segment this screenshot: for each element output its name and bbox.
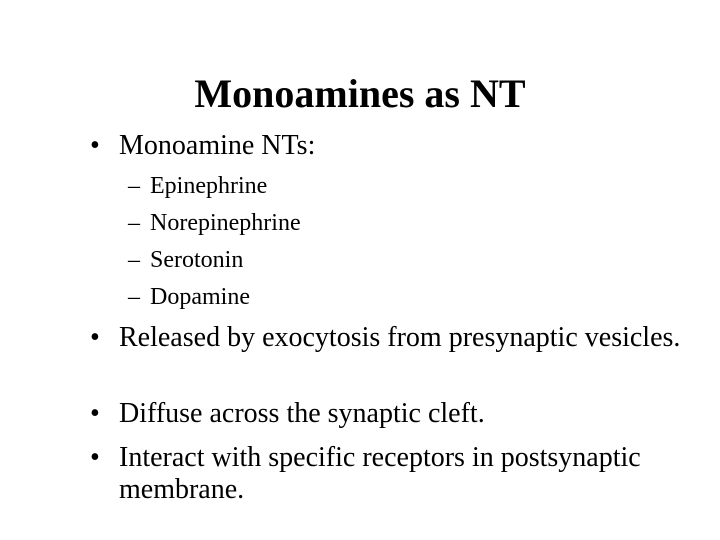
bullet-dot: •	[90, 442, 100, 473]
bullet-text: Interact with specific receptors in postsynaptic membrane.	[119, 442, 641, 505]
sub-dash: –	[128, 210, 140, 236]
sub-item	[128, 209, 301, 237]
bullet-item	[90, 322, 690, 354]
bullet-dot: •	[90, 398, 100, 429]
sub-item	[128, 172, 267, 200]
sub-item-text: Epinephrine	[150, 173, 268, 199]
sub-item	[128, 283, 250, 311]
sub-dash: –	[128, 284, 140, 310]
bullet-item	[90, 398, 690, 430]
sub-dash: –	[128, 173, 140, 199]
bullet-item	[90, 130, 690, 162]
sub-item-text: Norepinephrine	[150, 210, 301, 236]
bullet-dot: •	[90, 322, 100, 353]
bullet-dot: •	[90, 130, 100, 161]
bullet-text: Diffuse across the synaptic cleft.	[119, 398, 485, 429]
sub-item-text: Dopamine	[150, 284, 250, 310]
sub-item-text: Serotonin	[150, 247, 244, 273]
bullet-text: Monoamine NTs:	[119, 130, 316, 161]
bullet-text: Released by exocytosis from presynaptic vesicles.	[119, 322, 681, 353]
sub-dash: –	[128, 247, 140, 273]
sub-item	[128, 246, 243, 274]
slide-title: Monoamines as NT	[194, 71, 526, 116]
bullet-item	[90, 442, 690, 506]
